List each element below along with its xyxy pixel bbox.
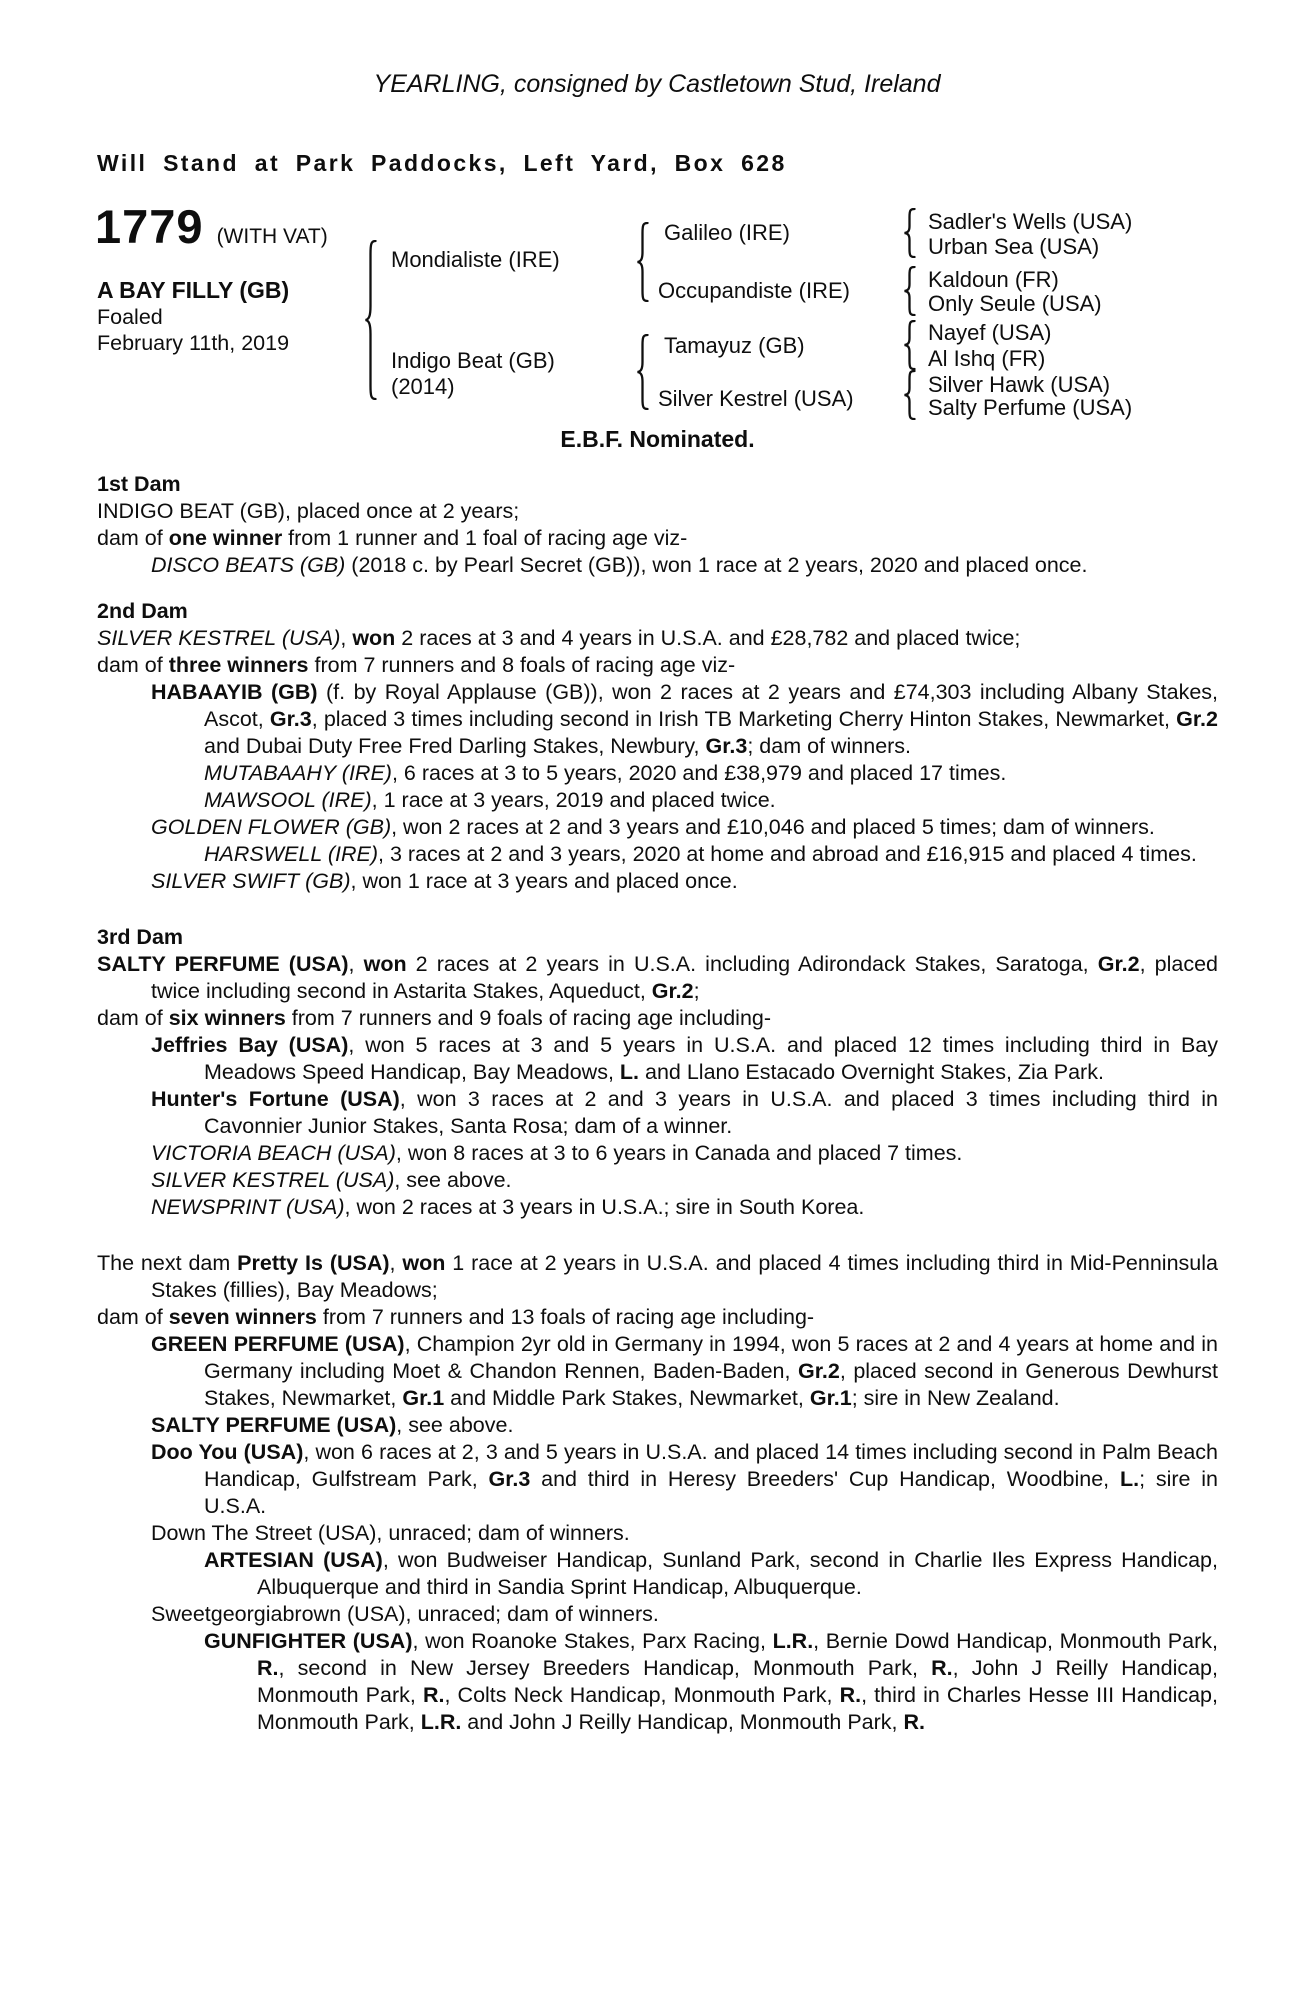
text-run: Gr.2 bbox=[1097, 952, 1140, 976]
text-run: , won 1 race at 3 years and placed once. bbox=[350, 869, 738, 893]
pedigree-g3-name: Kaldoun (FR) bbox=[928, 267, 1059, 292]
brace-icon bbox=[903, 370, 916, 420]
pedigree-paragraph bbox=[97, 625, 1218, 652]
text-run: , 6 races at 3 to 5 years, 2020 and £38,979 and placed 17 times. bbox=[391, 761, 1007, 785]
pedigree-g3-name: Only Seule (USA) bbox=[928, 291, 1102, 316]
dam-section bbox=[97, 471, 1218, 579]
text-run: from 7 runners and 8 foals of racing age viz- bbox=[308, 653, 736, 677]
text-run: , won 8 races at 3 to 6 years in Canada and placed 7 times. bbox=[395, 1141, 963, 1165]
text-run: Gr.3 bbox=[488, 1467, 531, 1491]
text-run: NEWSPRINT (USA) bbox=[151, 1195, 345, 1219]
text-run: SALTY PERFUME (USA) bbox=[151, 1413, 397, 1437]
pedigree-paragraph bbox=[97, 1167, 1218, 1194]
text-run: Jeffries Bay (USA) bbox=[151, 1033, 349, 1057]
pedigree-sire: Mondialiste (IRE) bbox=[391, 247, 560, 272]
text-run: Gr.1 bbox=[809, 1386, 852, 1410]
text-run: VICTORIA BEACH (USA) bbox=[151, 1141, 396, 1165]
text-run: , 1 race at 3 years, 2019 and placed twice. bbox=[371, 788, 776, 812]
text-run: 2 races at 3 and 4 years in U.S.A. and £28,782 and placed twice; bbox=[395, 626, 1021, 650]
text-run: ; dam of winners. bbox=[747, 734, 912, 758]
text-run: won bbox=[363, 952, 407, 976]
text-run: won bbox=[402, 1251, 446, 1275]
text-run: dam of bbox=[97, 1305, 169, 1329]
pedigree-paragraph bbox=[97, 760, 1218, 787]
pedigree-paragraph bbox=[97, 1628, 1218, 1736]
brace-icon bbox=[903, 208, 916, 258]
pedigree-paragraph bbox=[97, 679, 1218, 760]
text-run: , won 6 races at 2, 3 and 5 years in U.S.A. and placed 14 times including second in Palm Beach Handicap, Gulfstream Park, bbox=[204, 1440, 1218, 1491]
text-run: MUTABAAHY (IRE) bbox=[204, 761, 392, 785]
pedigree-paragraph bbox=[97, 814, 1218, 841]
section-heading: 3rd Dam bbox=[97, 925, 184, 949]
text-run: , won 5 races at 3 and 5 years in U.S.A. and placed 12 times including third in Bay Meadows Speed Handicap, Bay Meadows, bbox=[204, 1033, 1218, 1084]
text-run: and Llano Estacado Overnight Stakes, Zia Park. bbox=[639, 1060, 1104, 1084]
text-run: R. bbox=[257, 1656, 279, 1680]
pedigree-paragraph bbox=[97, 1086, 1218, 1140]
text-run: , won 3 races at 2 and 3 years in U.S.A. and placed 3 times including third in Cavonnier Junior Stakes, Santa Rosa; dam of a winner. bbox=[204, 1087, 1218, 1138]
pedigree-paragraph bbox=[97, 1032, 1218, 1086]
text-run: from 1 runner and 1 foal of racing age viz- bbox=[282, 526, 688, 550]
text-run: and John J Reilly Handicap, Monmouth Park, bbox=[461, 1710, 904, 1734]
text-run: The next dam bbox=[97, 1251, 238, 1275]
stand-location-line: Will Stand at Park Paddocks, Left Yard, Box 628 bbox=[97, 150, 787, 176]
text-run: , won Roanoke Stakes, Parx Racing, bbox=[412, 1629, 773, 1653]
text-run: MAWSOOL (IRE) bbox=[204, 788, 372, 812]
text-run: SILVER SWIFT (GB) bbox=[151, 869, 351, 893]
text-run: L.R. bbox=[772, 1629, 814, 1653]
pedigree-sire-sire: Galileo (IRE) bbox=[664, 220, 790, 245]
text-run: R. bbox=[422, 1683, 445, 1707]
dam-section bbox=[97, 924, 1218, 1221]
text-run: dam of bbox=[97, 1006, 169, 1030]
pedigree-paragraph bbox=[97, 1194, 1218, 1221]
text-run: from 7 runners and 9 foals of racing age including- bbox=[285, 1006, 772, 1030]
text-run: Down The Street (USA), unraced; dam of winners. bbox=[151, 1521, 630, 1545]
brace-icon bbox=[903, 266, 916, 316]
text-run: dam of bbox=[97, 526, 169, 550]
pedigree-paragraph bbox=[97, 787, 1218, 814]
text-run: ; bbox=[693, 979, 700, 1003]
pedigree-g3-name: Urban Sea (USA) bbox=[928, 234, 1100, 259]
lot-number: 1779 bbox=[95, 200, 204, 253]
text-run: (2018 c. by Pearl Secret (GB)), won 1 race at 2 years, 2020 and placed once. bbox=[345, 553, 1088, 577]
text-run: HARSWELL (IRE) bbox=[204, 842, 379, 866]
text-run: and third in Heresy Breeders' Cup Handicap, Woodbine, bbox=[530, 1467, 1120, 1491]
pedigree-dam: Indigo Beat (GB) bbox=[391, 348, 555, 373]
pedigree-g3-name: Sadler's Wells (USA) bbox=[928, 209, 1133, 234]
text-run: six winners bbox=[168, 1006, 286, 1030]
text-run: , see above. bbox=[394, 1168, 512, 1192]
text-run: INDIGO BEAT (GB), placed once at 2 years; bbox=[97, 499, 520, 523]
text-run: , third in Charles Hesse III Handicap, Monmouth Park, bbox=[257, 1683, 1218, 1734]
text-run: three winners bbox=[168, 653, 309, 677]
text-run: , bbox=[340, 626, 353, 650]
text-run: one winner bbox=[168, 526, 283, 550]
text-run: R. bbox=[903, 1710, 925, 1734]
text-run: and Dubai Duty Free Fred Darling Stakes, Newbury, bbox=[204, 734, 706, 758]
text-run: , placed second in Generous Dewhurst Stakes, Newmarket, bbox=[204, 1359, 1218, 1410]
pedigree-paragraph bbox=[97, 1331, 1218, 1412]
horse-name: A BAY FILLY (GB) bbox=[97, 277, 290, 303]
pedigree-paragraph bbox=[97, 1140, 1218, 1167]
pedigree-paragraph bbox=[97, 868, 1218, 895]
pedigree-g3-name: Salty Perfume (USA) bbox=[928, 395, 1133, 420]
text-run: ; sire in U.S.A. bbox=[204, 1467, 1218, 1518]
foaled-label: Foaled bbox=[97, 305, 163, 329]
text-run: SILVER KESTREL (USA) bbox=[97, 626, 341, 650]
text-run: Sweetgeorgiabrown (USA), unraced; dam of winners. bbox=[151, 1602, 659, 1626]
pedigree-paragraph bbox=[97, 552, 1218, 579]
pedigree-paragraph bbox=[97, 498, 1218, 525]
text-run: HABAAYIB (GB) bbox=[151, 680, 318, 704]
text-run: R. bbox=[931, 1656, 953, 1680]
pedigree-paragraph bbox=[97, 1250, 1218, 1304]
text-run: from 7 runners and 13 foals of racing age including- bbox=[316, 1305, 815, 1329]
text-run: won bbox=[352, 626, 396, 650]
brace-icon bbox=[903, 320, 916, 370]
brace-icon bbox=[364, 240, 377, 400]
text-run: and Middle Park Stakes, Newmarket, bbox=[444, 1386, 810, 1410]
brace-icon bbox=[636, 334, 649, 410]
text-run: L. bbox=[1119, 1467, 1140, 1491]
lot-header bbox=[95, 200, 328, 253]
pedigree-paragraph bbox=[97, 841, 1218, 868]
text-run: L.R. bbox=[420, 1710, 462, 1734]
text-run: , see above. bbox=[396, 1413, 514, 1437]
text-run: , John J Reilly Handicap, Monmouth Park, bbox=[257, 1656, 1218, 1707]
pedigree-paragraph bbox=[97, 1304, 1218, 1331]
text-run: Gr.3 bbox=[269, 707, 312, 731]
ebf-nominated-note: E.B.F. Nominated. bbox=[560, 426, 755, 452]
page-title: YEARLING, consigned by Castletown Stud, Ireland bbox=[373, 70, 941, 98]
text-run: DISCO BEATS (GB) bbox=[151, 553, 346, 577]
text-run: GUNFIGHTER (USA) bbox=[204, 1629, 413, 1653]
pedigree-dam-dam: Silver Kestrel (USA) bbox=[658, 386, 854, 411]
pedigree-g3-name: Silver Hawk (USA) bbox=[928, 372, 1111, 397]
pedigree-paragraph bbox=[97, 1005, 1218, 1032]
brace-icon bbox=[636, 222, 649, 302]
text-run: , won 2 races at 3 years in U.S.A.; sire in South Korea. bbox=[344, 1195, 865, 1219]
text-run: GREEN PERFUME (USA) bbox=[151, 1332, 405, 1356]
pedigree-g3-name: Al Ishq (FR) bbox=[928, 346, 1046, 371]
pedigree-sections bbox=[97, 471, 1218, 1736]
pedigree-paragraph bbox=[97, 1547, 1218, 1601]
text-run: Doo You (USA) bbox=[151, 1440, 304, 1464]
text-run: , Colts Neck Handicap, Monmouth Park, bbox=[444, 1683, 840, 1707]
text-run: Gr.3 bbox=[705, 734, 748, 758]
pedigree-paragraph bbox=[97, 1601, 1218, 1628]
text-run: , Champion 2yr old in Germany in 1994, won 5 races at 2 and 4 years at home and in Germany including Moet & Chandon Rennen, Baden-Baden, bbox=[204, 1332, 1219, 1383]
text-run: Gr.2 bbox=[1176, 707, 1218, 731]
text-run: , Bernie Dowd Handicap, Monmouth Park, bbox=[813, 1629, 1218, 1653]
text-run: Gr.2 bbox=[651, 979, 694, 1003]
text-run: , won 2 races at 2 and 3 years and £10,046 and placed 5 times; dam of winners. bbox=[391, 815, 1155, 839]
text-run: , placed 3 times including second in Irish TB Marketing Cherry Hinton Stakes, Newmarket, bbox=[311, 707, 1177, 731]
pedigree-paragraph bbox=[97, 525, 1218, 552]
text-run: ; sire in New Zealand. bbox=[851, 1386, 1060, 1410]
text-run: , bbox=[389, 1251, 403, 1275]
text-run: 1 race at 2 years in U.S.A. and placed 4 times including third in Mid-Penninsula Stakes (fillies), Bay Meadows; bbox=[151, 1251, 1218, 1302]
pedigree-paragraph bbox=[97, 1520, 1218, 1547]
dam-section bbox=[97, 598, 1218, 895]
pedigree-paragraph bbox=[97, 1439, 1218, 1520]
pedigree-dam-year: (2014) bbox=[391, 374, 455, 399]
text-run: L. bbox=[619, 1060, 640, 1084]
text-run: , won Budweiser Handicap, Sunland Park, second in Charlie Iles Express Handicap, Albuquerque and third in Sandia Sprint Handicap, Albuquerque. bbox=[257, 1548, 1218, 1599]
text-run: , placed twice including second in Astarita Stakes, Aqueduct, bbox=[151, 952, 1218, 1003]
text-run: , bbox=[348, 952, 364, 976]
text-run: seven winners bbox=[168, 1305, 317, 1329]
text-run: SILVER KESTREL (USA) bbox=[151, 1168, 395, 1192]
foaled-date: February 11th, 2019 bbox=[97, 331, 290, 355]
dam-section bbox=[97, 1250, 1218, 1736]
text-run: Pretty Is (USA) bbox=[237, 1251, 390, 1275]
text-run: Gr.1 bbox=[402, 1386, 445, 1410]
text-run: Gr.2 bbox=[798, 1359, 840, 1383]
vat-note: (WITH VAT) bbox=[216, 225, 328, 248]
text-run: , second in New Jersey Breeders Handicap, Monmouth Park, bbox=[278, 1656, 932, 1680]
text-run: GOLDEN FLOWER (GB) bbox=[151, 815, 392, 839]
text-run: dam of bbox=[97, 653, 169, 677]
pedigree-g3-name: Nayef (USA) bbox=[928, 320, 1052, 345]
text-run: R. bbox=[839, 1683, 862, 1707]
text-run: Hunter's Fortune (USA) bbox=[151, 1087, 400, 1111]
pedigree-paragraph bbox=[97, 1412, 1218, 1439]
section-heading: 2nd Dam bbox=[97, 599, 188, 623]
section-heading: 1st Dam bbox=[97, 472, 181, 496]
text-run: , 3 races at 2 and 3 years, 2020 at home and abroad and £16,915 and placed 4 times. bbox=[378, 842, 1197, 866]
pedigree-dam-sire: Tamayuz (GB) bbox=[664, 333, 805, 358]
text-run: SALTY PERFUME (USA) bbox=[97, 952, 349, 976]
pedigree-paragraph bbox=[97, 652, 1218, 679]
pedigree-sire-dam: Occupandiste (IRE) bbox=[658, 278, 850, 303]
text-run: ARTESIAN (USA) bbox=[204, 1548, 383, 1572]
pedigree-paragraph bbox=[97, 951, 1218, 1005]
text-run: 2 races at 2 years in U.S.A. including Adirondack Stakes, Saratoga, bbox=[406, 952, 1098, 976]
text-run: (f. by Royal Applause (GB)), won 2 races at 2 years and £74,303 including Albany Stakes, Ascot, bbox=[204, 680, 1219, 731]
